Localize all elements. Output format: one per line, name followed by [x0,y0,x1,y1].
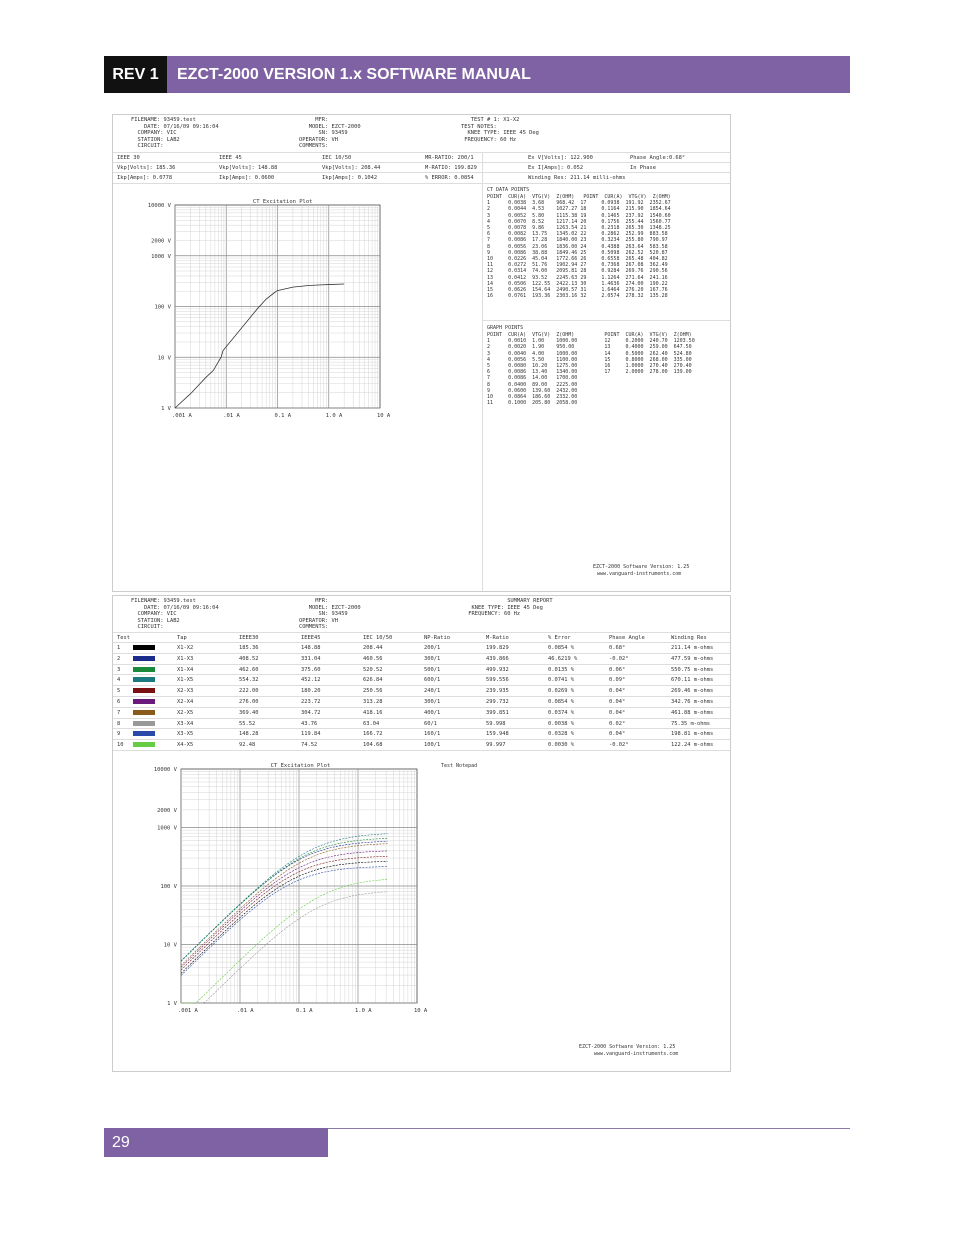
info-mid-5: COMMENTS: [299,143,329,150]
table-cell: 166.72 [363,731,383,738]
info-right-2: KNEE TYPE: IEEE 45 Deg [465,604,543,611]
page-number: 29 [104,1128,328,1157]
table-cell: X3-X4 [177,720,194,727]
table-row [113,642,730,653]
info-left-5: CIRCUIT: [131,624,164,631]
table-cell: 159.948 [486,731,509,738]
table-cell: X2-X4 [177,699,194,705]
legend-swatch [133,721,155,726]
software-version: EZCT-2000 Software Version: 1.25 [593,564,690,570]
table-cell: 75.35 m-ohms [671,720,710,727]
y-tick-label: 2000 V [157,807,177,814]
table-cell: 300/1 [424,655,441,662]
column-header: IEEE30 [239,635,259,641]
info-left-5: CIRCUIT: [131,143,164,150]
table-row [113,728,730,739]
column-header: IEC 10/50 [363,635,393,641]
table-cell: 92.48 [239,742,256,749]
table-cell: 460.56 [363,655,383,662]
table-cell: X1-X5 [177,677,194,684]
table-cell: X2-X3 [177,688,194,695]
info-mid-4: OPERATOR: VH [299,136,338,143]
table-cell: 119.84 [301,731,321,738]
table-cell: 208.44 [363,645,383,651]
series-line-x1-x2 [181,861,388,973]
y-tick-label: 1 V [167,1001,177,1007]
table-cell: -0.02° [609,742,629,749]
table-cell: 500/1 [424,666,441,673]
column-header: Phase Angle [609,635,645,641]
table-cell: 554.32 [239,677,259,684]
info-mid-3: SN: 93459 [299,130,348,137]
x-tick-label: 1.0 A [355,1008,372,1014]
column-header: IEEE45 [301,635,321,641]
column-header: % Error [548,635,571,641]
table-cell: 477.59 m-ohms [671,655,714,662]
info-right-3: KNEE TYPE: IEEE 45 Deg [461,130,539,137]
table-cell: X1-X2 [177,645,194,651]
table-cell: 0.04° [609,688,626,695]
table-cell: 0.68° [609,645,626,651]
table-cell: 99.997 [486,742,506,749]
info-mid-4: OPERATOR: VH [299,617,338,624]
y-tick-label: 10000 V [147,203,171,209]
test-notepad: Test Notepad [441,763,478,769]
table-cell: 375.60 [301,666,321,673]
info-left-4: STATION: LAB2 [131,136,180,143]
table-cell: -0.02° [609,655,629,662]
info-mid-3: SN: 93459 [299,611,348,618]
summary-row: Vkp[Volts]: 185.36 Vkp[Volts]: 148.88 Vkp[Volts]: 208.44 M-RATIO: 199.829 Ex I[Amps]: 0.052 In Phase [113,162,730,173]
table-cell: 626.84 [363,677,383,684]
column-header: M-Ratio [486,635,509,641]
column-header: NP-Ratio [424,635,450,641]
table-cell: 0.0038 % [548,720,574,727]
legend-swatch [133,645,155,650]
table-cell: 313.28 [363,699,383,705]
table-cell: 461.88 m-ohms [671,709,714,716]
table-cell: 342.76 m-ohms [671,699,714,705]
table-cell: 400/1 [424,709,441,716]
table-row [113,685,730,696]
x-tick-label: .01 A [237,1008,254,1014]
table-cell: 418.16 [363,709,383,716]
table-cell: 0.0854 % [548,699,574,705]
info-mid-5: COMMENTS: [299,624,329,631]
table-cell: 60/1 [424,720,437,727]
table-cell: 670.11 m-ohms [671,677,714,684]
x-tick-label: 0.1 A [296,1008,313,1014]
table-cell: X1-X4 [177,666,194,673]
column-header: Test [117,635,130,641]
info-left-1: FILENAME: 93459.test [131,598,196,604]
ct-excitation-chart-overlay [135,763,445,1013]
table-cell: 399.851 [486,709,509,716]
table-cell: 300/1 [424,699,441,705]
table-cell: 199.829 [486,645,509,651]
table-cell: 452.12 [301,677,321,684]
table-cell: 211.14 m-ohms [671,645,714,651]
info-right-2: TEST NOTES: [461,123,497,130]
table-cell: 0.0374 % [548,709,574,716]
info-left-3: COMPANY: VIC [131,130,177,137]
table-cell: 222.00 [239,688,259,695]
y-tick-label: 100 V [154,304,171,311]
summary-table [113,632,730,750]
table-cell: 148.88 [301,645,321,651]
software-version: EZCT-2000 Software Version: 1.25 [579,1044,676,1050]
x-tick-label: .001 A [178,1008,198,1014]
table-cell: 46.6219 % [548,655,578,662]
chart-title: CT Excitation Plot [270,763,331,769]
table-cell: 0.0854 % [548,645,574,651]
legend-swatch [133,742,155,747]
table-cell: 63.04 [363,720,380,727]
ct-data-points-title: CT DATA POINTS [487,187,530,193]
table-cell: 74.52 [301,742,318,749]
summary-row: Ikp[Amps]: 0.0778 Ikp[Amps]: 0.0600 Ikp[Amps]: 0.1042 % ERROR: 0.0854 Winding Res: 211.14 milli-ohms [113,172,730,184]
y-tick-label: 2000 V [151,238,171,245]
revision-label: REV 1 [104,56,167,93]
x-tick-label: 10 A [377,413,391,419]
table-cell: 250.56 [363,688,383,695]
ct-excitation-chart [133,193,433,438]
info-right-1: SUMMARY REPORT [465,598,553,604]
table-cell: 43.76 [301,720,318,727]
table-cell: X2-X5 [177,709,194,716]
table-cell: 0.04° [609,709,626,716]
table-cell: 160/1 [424,731,441,738]
table-cell: 148.28 [239,731,259,738]
table-cell: 0.04° [609,731,626,738]
table-cell: X3-X5 [177,731,194,738]
table-cell: 304.72 [301,709,321,716]
table-cell: 55.52 [239,720,256,727]
table-cell: 0.0328 % [548,731,574,738]
table-cell: 200/1 [424,645,441,651]
info-left-2: DATE: 07/16/09 09:16:04 [131,123,219,130]
table-cell: 0.06° [609,666,626,673]
graph-points-table: POINT CUR(A) VTG(V) Z(OHM) POINT CUR(A) VTG(V) Z(OHM) 1 0.0010 1.00 1000.00 12 0.2000 240.70 1203.50 2 0.0020 1.90 950.00 13 0.4000 259.00 647.50 3 0.0040 4.00 1000.00 14 0.5000 262.40 524.80 4 0.0056 5.50 1100.00 15 0.8000 268.00 335.00 5 0.0080 10.20 1275.00 16 1.0000 270.40 270.40 6 0.0086 13.40 1340.00 17 2.0000 278.00 139.00 7 0.0086 14.00 1700.00 8 0.0400 89.00 2225.00 9 0.0600 139.60 2432.00 10 0.0864 186.60 2332.00 11 0.1000 205.80 2058.00 [487,332,695,407]
table-cell: 5 [117,688,121,695]
table-cell: X4-X5 [177,742,194,749]
table-cell: 10 [117,742,124,749]
x-tick-label: .001 A [172,413,192,419]
info-right-3: FREQUENCY: 60 Hz [465,611,521,618]
table-cell: 0.0741 % [548,677,574,684]
table-cell: 9 [117,731,121,738]
y-tick-label: 1000 V [151,253,171,260]
table-cell: 499.932 [486,666,509,673]
table-cell: 299.732 [486,699,509,705]
website: www.vanguard-instruments.com [594,1051,679,1057]
website: www.vanguard-instruments.com [597,571,682,577]
info-left-1: FILENAME: 93459.test [131,117,196,123]
table-cell: 100/1 [424,742,441,749]
table-cell: 3 [117,666,121,673]
info-left-3: COMPANY: VIC [131,611,177,618]
table-cell: 8 [117,720,121,727]
y-tick-label: 100 V [160,884,177,890]
legend-swatch [133,731,155,736]
table-row [113,707,730,718]
table-row [113,718,730,729]
table-row [113,739,730,750]
column-header: Tap [177,635,187,641]
legend-swatch [133,710,155,715]
info-right-4: FREQUENCY: 60 Hz [461,136,517,143]
chart-title: CT Excitation Plot [252,199,313,205]
table-cell: 1 [117,645,121,651]
table-cell: 239.935 [486,688,509,695]
column-header: Winding Res [671,635,707,641]
table-cell: 408.52 [239,655,259,662]
table-cell: 6 [117,699,121,705]
table-cell: 7 [117,709,121,716]
info-left-2: DATE: 07/16/09 09:16:04 [131,604,219,611]
table-cell: 520.52 [363,666,383,673]
info-mid-2: MODEL: EZCT-2000 [299,123,361,130]
table-cell: 104.68 [363,742,383,749]
table-cell: 122.24 m-ohms [671,742,714,749]
table-cell: 0.04° [609,699,626,705]
info-right-1: TEST # 1: X1-X2 [461,117,520,123]
table-cell: 240/1 [424,688,441,695]
table-cell: 439.866 [486,655,509,662]
summary-report [112,595,731,1072]
y-tick-label: 1000 V [157,825,177,832]
graph-points-title: GRAPH POINTS [487,325,524,331]
table-cell: 2 [117,655,121,662]
legend-swatch [133,688,155,693]
table-cell: 600/1 [424,677,441,684]
x-tick-label: 10 A [414,1008,428,1014]
table-cell: 59.998 [486,720,506,727]
y-tick-label: 10 V [157,355,171,362]
table-cell: 599.556 [486,677,509,684]
table-cell: X1-X3 [177,655,194,662]
info-mid-1: MFR: [299,598,329,604]
y-tick-label: 1 V [161,406,171,412]
y-tick-label: 10 V [163,942,177,949]
table-cell: 4 [117,677,121,684]
table-cell: 369.40 [239,709,259,716]
info-mid-2: MODEL: EZCT-2000 [299,604,361,611]
info-mid-1: MFR: [299,117,329,123]
table-cell: 180.20 [301,688,321,695]
manual-title: EZCT-2000 VERSION 1.x SOFTWARE MANUAL [177,66,531,83]
table-cell: 462.60 [239,666,259,673]
series-line-x4-x5 [181,879,388,1003]
summary-row: IEEE 30 IEEE 45 IEC 10/50 MR-RATIO: 200/1 Ex V[Volts]: 122.900 Phase Angle:0.68° [113,152,730,163]
series-line-x3-x5 [181,867,388,976]
x-tick-label: 0.1 A [274,413,292,419]
x-tick-label: .01 A [223,413,240,419]
table-cell: 0.0269 % [548,688,574,695]
table-row [113,653,730,664]
legend-swatch [133,699,155,704]
table-cell: 276.00 [239,699,259,705]
y-tick-label: 10000 V [153,767,177,773]
series-line-x1-x2 [175,284,344,408]
table-cell: 0.02° [609,720,626,727]
series-line-x1-x4 [181,838,388,961]
table-cell: 198.81 m-ohms [671,731,714,738]
table-cell: 0.0135 % [548,666,574,673]
legend-swatch [133,667,155,672]
test-report [112,114,731,592]
table-cell: 269.46 m-ohms [671,688,714,695]
x-tick-label: 1.0 A [325,413,343,419]
info-left-4: STATION: LAB2 [131,617,180,624]
series-line-x2-x3 [181,856,388,970]
table-row [113,674,730,685]
table-cell: 223.72 [301,699,321,705]
table-cell: 550.75 m-ohms [671,666,714,673]
legend-swatch [133,656,155,661]
ct-data-points-table: POINT CUR(A) VTG(V) Z(OHM) POINT CUR(A) VTG(V) Z(OHM) 1 0.0038 3.68 968.42 17 0.0938 191.92 2352.67 2 0.0044 4.53 1027.27 18 0.1164 215.90 1854.64 3 0.0052 5.80 1115.38 19 0.1465 237.92 1540.60 4 0.0070 8.52 1217.14 20 0.1756 255.44 1560.77 5 0.0078 9.86 1263.54 21 0.2318 265.30 1348.25 6 0.0082 13.75 1345.02 22 0.2862 252.99 883.58 7 0.0086 17.28 1840.00 23 0.3234 255.80 790.97 8 0.0056 23.06 1836.00 24 0.4388 263.64 583.58 9 0.0086 38.88 1849.46 25 0.5098 262.52 520.87 10 0.0226 45.04 1772.66 26 0.6558 265.48 404.82 11 0.0272 51.76 1902.94 27 0.7368 267.08 362.49 12 0.0314 74.00 2095.81 28 0.9284 269.76 290.56 13 0.0412 93.52 2245.63 29 1.1264 271.64 241.16 14 0.0506 122.55 2422.13 30 1.4636 274.00 190.22 15 0.0626 154.64 2490.57 31 1.6464 276.20 167.76 16 0.0761 193.36 2303.16 32 2.0574 278.32 135.28 [487,194,671,300]
table-cell: 185.36 [239,645,259,651]
table-cell: 331.04 [301,655,321,662]
page-header [104,56,850,93]
table-row [113,696,730,707]
table-row [113,664,730,675]
table-cell: 0.0030 % [548,742,574,749]
legend-swatch [133,677,155,682]
table-cell: 0.09° [609,677,626,684]
